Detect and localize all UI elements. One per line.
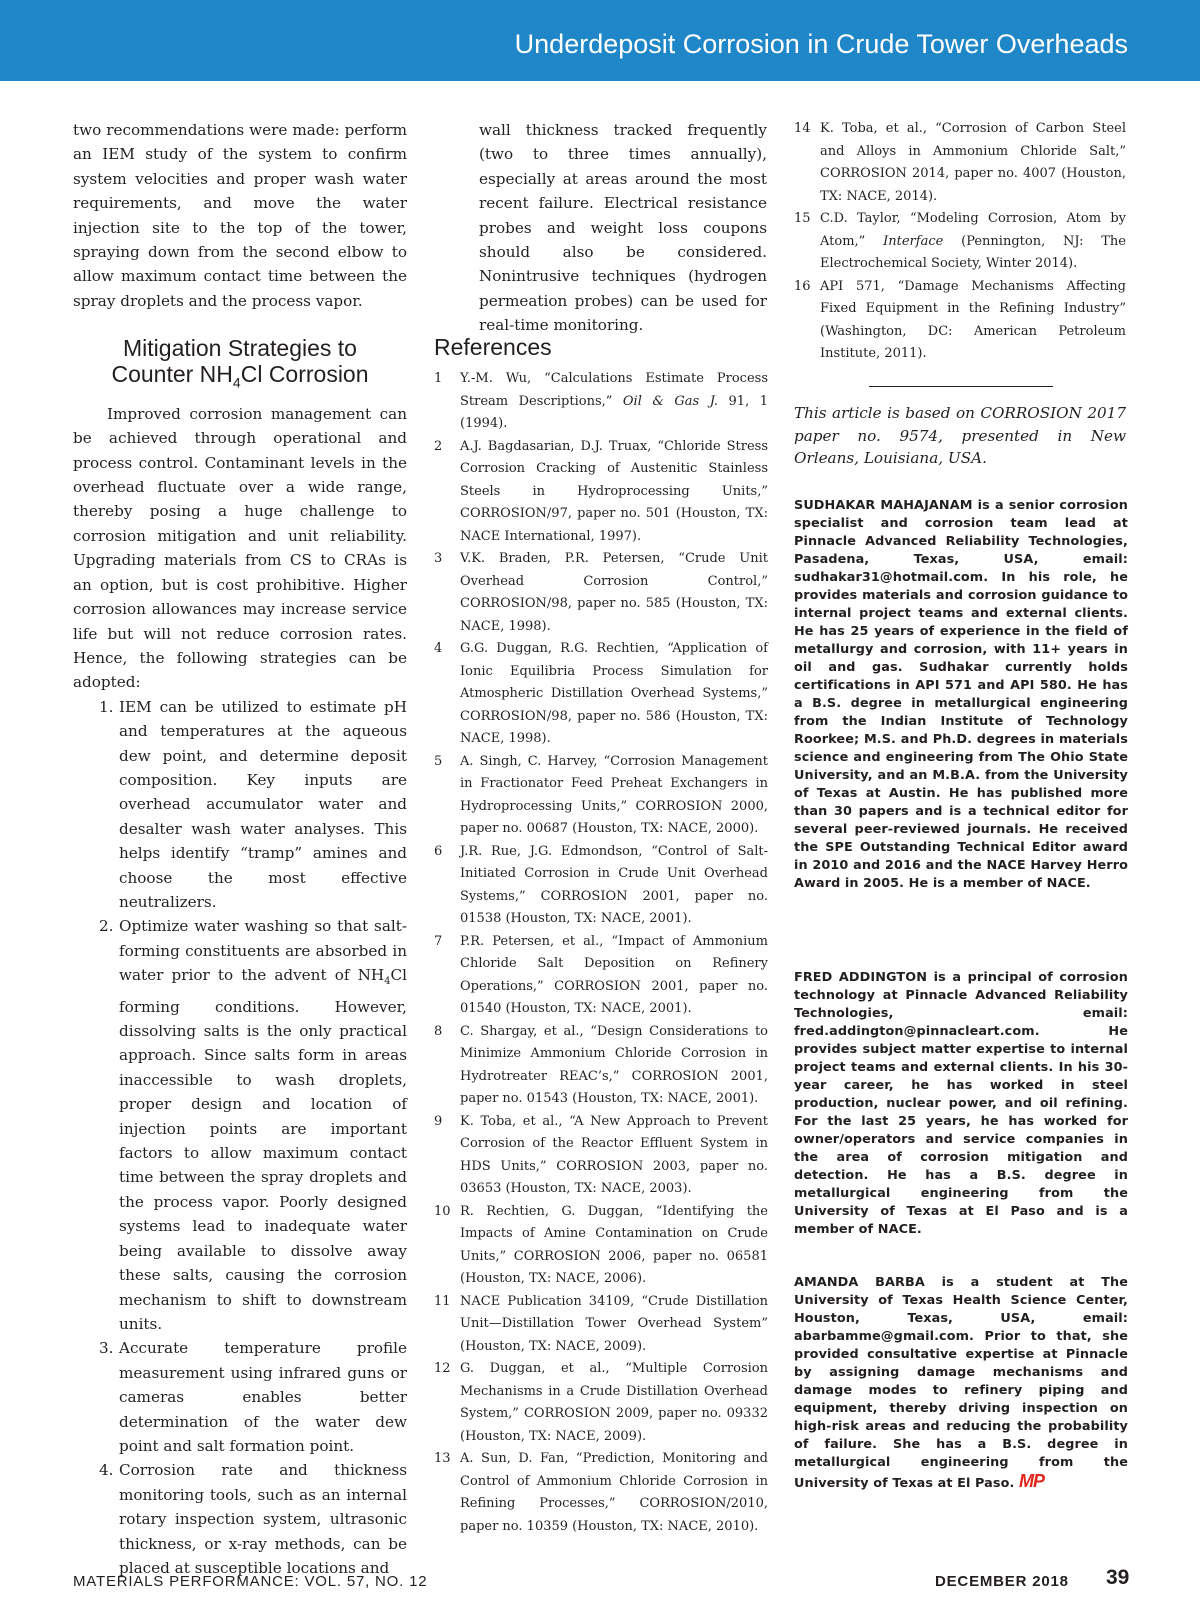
column-1 — [73, 118, 407, 1580]
page-number: 39 — [1106, 1566, 1130, 1589]
list-item: 2. Optimize water washing so that salt-forming constituents are absorbed in water prior to the advent of $NH_4Cl$ forming conditions. However, dissolving salts is the only practical approach. Since salts form in areas inaccessible to wash droplets, proper design and location of injection points are important factors to allow maximum contact time between the spray droplets and the process vapor. Poorly designed systems lead to inadequate water being available to dissolve away these salts, causing the corrosion mechanism to shift to downstream units. — [99, 917, 407, 1333]
intro-paragraph: two recommendations were made: perform an IEM study of the system to confirm system velocities and proper wash water requirements, and move the water injection site to the top of the tower, spraying down from the second elbow to allow maximum contact time between the spray droplets and the process vapor. — [73, 121, 407, 310]
author-bio-addington: FRED ADDINGTON is a principal of corrosion technology at Pinnacle Advanced Reliability Technologies, email: fred.addington@pinnacleart.com. He provides subject matter expertise to internal project teams and external clients. In his 30-year career, he has worked in steel production, nuclear power, and oil refining. For the last 25 years, he has worked for owner/operators and service companies in the area of corrosion mitigation and detection. He has a B.S. degree in metallurgical engineering from the University of Texas at El Paso and is a member of NACE. — [794, 970, 1128, 1237]
continuation-paragraph: wall thickness tracked frequently (two to three times annually), especially at areas around the most recent failure. Electrical resistance probes and weight loss coupons should also be considered. Nonintrusive techniques (hydrogen permeation probes) can be used for real-time monitoring. — [479, 121, 767, 335]
author-bio-mahajanam: SUDHAKAR MAHAJANAM is a senior corrosion specialist and corrosion team lead at Pinnacle Advanced Reliability Technologies, Pasadena, Texas, USA, email: sudhakar31@hotmail.com. In his role, he provides materials and corrosion guidance to internal project teams and external clients. He has 25 years of experience in the field of metallurgy and corrosion, with 11+ years in oil and gas. Sudhakar currently holds certifications in API 571 and API 580. He has a B.S. degree in metallurgical engineering from the Indian Institute of Technology Roorkee; M.S. and Ph.D. degrees in materials science and engineering from The Ohio State University, and an M.B.A. from the University of Texas at Austin. He has published more than 30 papers and is a technical editor for several peer-reviewed journals. He received the SPE Outstanding Technical Editor award in 2010 and 2016 and the NACE Harvey Herro Award in 2005. He is a member of NACE. — [794, 498, 1128, 891]
author-bio-barba: AMANDA BARBA is a student at The University of Texas Health Science Center, Houston, Texas, USA, email: abarbamme@gmail.com. Prior to that, she provided consultative expertise at Pinnacle by assigning damage mechanisms and damage modes to refinery piping and equipment, thereby driving inspection on high-risk areas and reducing the probability of failure. She has a B.S. degree in metallurgical engineering from the University of Texas at El Paso. MP — [794, 1275, 1128, 1491]
reference-item: 16 API 571, “Damage Mechanisms Affecting Fixed Equipment in the Refining Industry” (Washington, DC: American Petroleum Institute, 2011). — [794, 278, 1126, 361]
reference-item: 5 A. Singh, C. Harvey, “Corrosion Management in Fractionator Feed Preheat Exchangers in Hydroprocessing Units,” CORROSION 2000, paper no. 00687 (Houston, TX: NACE, 2000). — [434, 753, 768, 836]
reference-item: 3 V.K. Braden, P.R. Petersen, “Crude Unit Overhead Corrosion Control,” CORROSION/98, paper no. 585 (Houston, TX: NACE, 1998). — [434, 551, 768, 634]
divider-rule — [869, 386, 1053, 387]
header-bar — [0, 0, 1200, 81]
reference-item: 9 K. Toba, et al., “A New Approach to Prevent Corrosion of the Reactor Effluent System in HDS Units,” CORROSION 2003, paper no. 03653 (Houston, TX: NACE, 2003). — [434, 1113, 768, 1196]
reference-item: 6 J.R. Rue, J.G. Edmondson, “Control of Salt-Initiated Corrosion in Crude Unit Overhead Systems,” CORROSION 2001, paper no. 01538 (Houston, TX: NACE, 2001). — [434, 843, 768, 926]
section-heading: Mitigation Strategies to Counter $NH_4Cl$ Corrosion — [111, 335, 369, 391]
reference-item: 11 NACE Publication 34109, “Crude Distillation Unit—Distillation Tower Overhead System” (Houston, TX: NACE, 2009). — [434, 1293, 768, 1354]
reference-item: 1 Y.-M. Wu, “Calculations Estimate Process Stream Descriptions,” Oil & Gas J. 91, 1 (1994). — [434, 371, 768, 431]
list-item: 3. Accurate temperature profile measurement using infrared guns or cameras enables better determination of the water dew point and salt formation point. — [99, 1339, 407, 1455]
reference-item: 8 C. Shargay, et al., “Design Considerations to Minimize Ammonium Chloride Corrosion in Hydrotreater REAC’s,” CORROSION 2001, paper no. 01543 (Houston, TX: NACE, 2001). — [434, 1023, 768, 1106]
body-paragraph: Improved corrosion management can be achieved through operational and process control. Contaminant levels in the overhead fluctuate over a wide range, thereby posing a huge challenge to corrosion mitigation and unit reliability. Upgrading materials from CS to CRAs is an option, but is cost prohibitive. Higher corrosion allowances may increase service life but will not reduce corrosion rates. Hence, the following strategies can be adopted: — [73, 404, 407, 692]
based-on-note: This article is based on CORROSION 2017 paper no. 9574, presented in New Orleans, Louisiana, USA. — [794, 404, 1126, 467]
reference-item: 14 K. Toba, et al., “Corrosion of Carbon Steel and Alloys in Ammonium Chloride Salt,” CORROSION 2014, paper no. 4007 (Houston, TX: NACE, 2014). — [794, 121, 1126, 204]
footer-journal: MATERIALS PERFORMANCE: VOL. 57, NO. 12 — [73, 1573, 428, 1590]
strategy-list — [73, 695, 407, 1581]
reference-item: 10 R. Rechtien, G. Duggan, “Identifying the Impacts of Amine Contamination on Crude Units,” CORROSION 2006, paper no. 06581 (Houston, TX: NACE, 2006). — [434, 1203, 768, 1286]
reference-item: 12 G. Duggan, et al., “Multiple Corrosion Mechanisms in a Crude Distillation Overhead System,” CORROSION 2009, paper no. 09332 (Houston, TX: NACE, 2009). — [434, 1361, 768, 1444]
reference-item: 7 P.R. Petersen, et al., “Impact of Ammonium Chloride Salt Deposition on Refinery Operations,” CORROSION 2001, paper no. 01540 (Houston, TX: NACE, 2001). — [434, 933, 768, 1016]
references-list-2 — [794, 118, 1126, 366]
reference-item: 15 C.D. Taylor, “Modeling Corrosion, Atom by Atom,” Interface (Pennington, NJ: The Electrochemical Society, Winter 2014). — [794, 211, 1126, 271]
reference-item: 2 A.J. Bagdasarian, D.J. Truax, “Chloride Stress Corrosion Cracking of Austenitic Stainless Steels in Hydroprocessing Units,” CORROSION/97, paper no. 501 (Houston, TX: NACE International, 1997). — [434, 438, 768, 544]
footer-date: DECEMBER 2018 — [935, 1573, 1069, 1590]
mp-end-mark-icon: MP — [1019, 1471, 1045, 1491]
references-heading: References — [434, 334, 552, 360]
reference-item: 4 G.G. Duggan, R.G. Rechtien, “Application of Ionic Equilibria Process Simulation for Atmospheric Distillation Overhead Systems,” CORROSION/98, paper no. 586 (Houston, TX: NACE, 1998). — [434, 641, 768, 746]
list-item: 4. Corrosion rate and thickness monitoring tools, such as an internal rotary inspection system, ultrasonic thickness, or x-ray methods, can be placed at susceptible locations and — [99, 1461, 407, 1577]
list-item: 1. IEM can be utilized to estimate pH and temperatures at the aqueous dew point, and determine deposit composition. Key inputs are overhead accumulator water and desalter wash water analyses. This helps identify “tramp” amines and choose the most effective neutralizers. — [99, 697, 407, 911]
column-2-continuation — [479, 118, 767, 338]
reference-item: 13 A. Sun, D. Fan, “Prediction, Monitoring and Control of Ammonium Chloride Corrosion in Refining Processes,” CORROSION/2010, paper no. 10359 (Houston, TX: NACE, 2010). — [434, 1451, 768, 1534]
references-list-1 — [434, 368, 768, 1538]
running-title: Underdeposit Corrosion in Crude Tower Overheads — [514, 29, 1128, 59]
